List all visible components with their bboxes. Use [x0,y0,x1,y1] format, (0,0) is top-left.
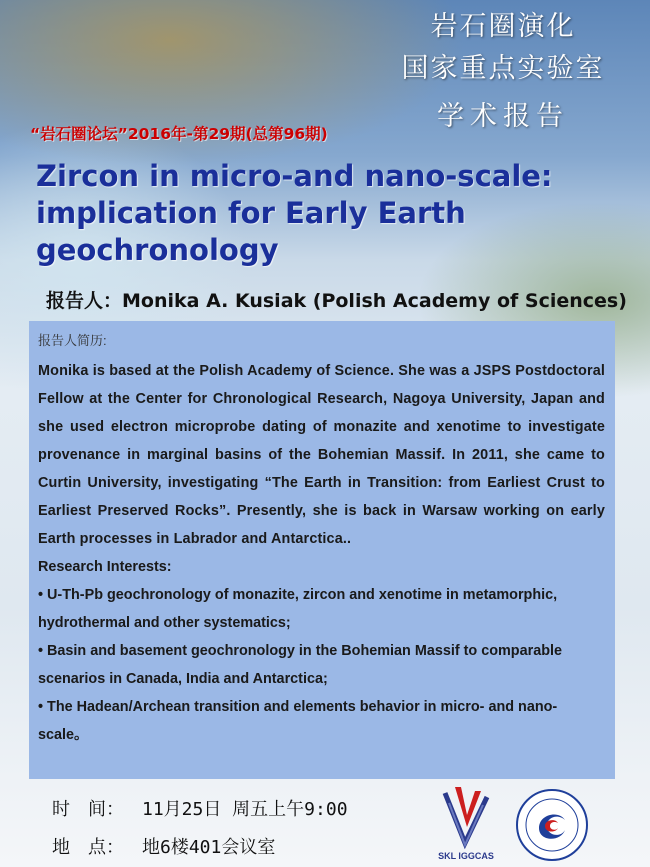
time-value: 11月25日 周五上午9:00 [142,799,348,820]
bio-label: 报告人简历: [38,333,107,348]
lab-title-line2: 国家重点实验室 [401,53,605,84]
research-interest-item: • Basin and basement geochronology in the Bohemian Massif to comparable scenarios in Canada, India and Antarctica; [38,643,562,687]
forum-issue: “岩石圈论坛”2016年-第29期(总第96期) [30,125,328,143]
speaker: 报告人：Monika A. Kusiak (Polish Academy of Sciences) [46,290,627,312]
talk-title: Zircon in micro-and nano-scale: implication for Early Earth geochronology [36,159,553,267]
skl-logo-text: SKL IGGCAS [438,851,494,861]
time-row [52,795,348,821]
skl-logo-icon [435,783,497,863]
research-interest-item: • The Hadean/Archean transition and elements behavior in micro- and nano-scale。 [38,699,558,743]
time-label: 时 间： [52,799,124,820]
lab-title-line3: 学术报告 [437,101,569,132]
place-value: 地6楼401会议室 [142,837,276,858]
research-interest-item: • U-Th-Pb geochronology of monazite, zircon and xenotime in metamorphic, hydrothermal and other systematics; [38,587,558,631]
research-interests-heading: Research Interests: [38,559,172,575]
bio-text: Monika is based at the Polish Academy of Science. She was a JSPS Postdoctoral Fellow at the Center for Chronological Research, Nagoya University, Japan and she used electron microprobe dating of monazite and xenotime to investigate provenance in marginal basins of the Bohemian Massif. In 2011, she came to Curtin University, investigating “The Earth in Transition: from Earliest Crust to Earliest Preserved Rocks”. Presently, she is back in Warsaw working on early Earth processes in Labrador and Antarctica.. [38,363,605,547]
lab-title [378,6,628,138]
lab-title-line1: 岩石圈演化 [430,11,576,42]
place-label: 地 点： [52,837,124,858]
igg-logo-icon [515,788,589,862]
place-row [52,833,275,859]
bio-box [29,321,615,779]
